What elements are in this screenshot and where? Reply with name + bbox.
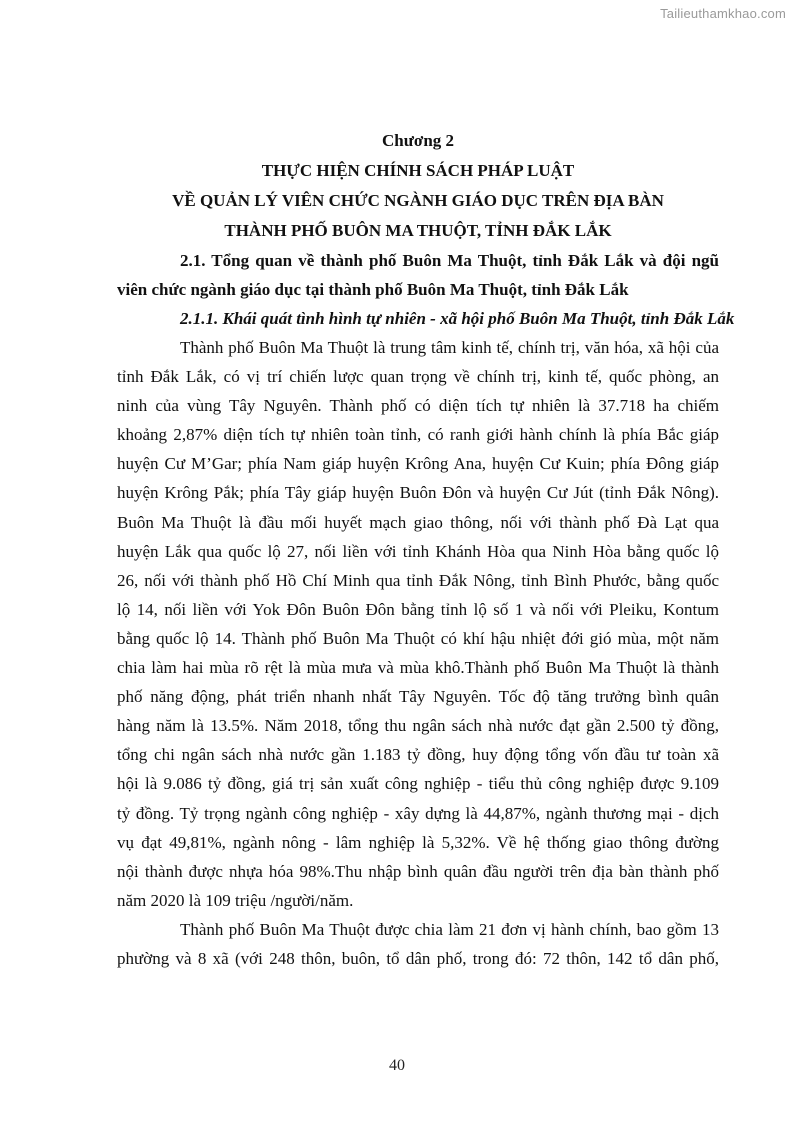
paragraph-line: vụ đạt 49,81%, ngành nông - lâm nghiệp là 5,32%. Về hệ thống giao thông đường	[117, 832, 719, 852]
paragraph-line: huyện Krông Pắk; phía Tây giáp huyện Buôn Đôn và huyện Cư Jút (tỉnh Đắk Nông).	[117, 483, 719, 503]
paragraph-line: nội thành được nhựa hóa 98%.Thu nhập bình quân đầu người trên địa bàn thành phố	[117, 861, 719, 881]
paragraph	[117, 333, 719, 915]
paragraph-line: huyện Cư M’Gar; phía Nam giáp huyện Krông Ana, huyện Cư Kuin; phía Đông giáp	[117, 454, 719, 474]
paragraph-line: huyện Lắk qua quốc lộ 27, nối liền với tỉnh Khánh Hòa qua Ninh Hòa bằng quốc lộ	[117, 541, 719, 561]
chapter-label: Chương 2	[381, 131, 455, 150]
paragraph-line: năm 2020 là 109 triệu /người/năm.	[117, 890, 354, 910]
paragraph-line: tỷ đồng. Tỷ trọng ngành công nghiệp - xây dựng là 44,87%, ngành thương mại - dịch	[117, 803, 719, 823]
section-heading-line: 2.1. Tổng quan về thành phố Buôn Ma Thuột, tỉnh Đắk Lắk và đội ngũ	[180, 251, 719, 270]
paragraph-line: tổng chi ngân sách nhà nước gần 1.183 tỷ đồng, huy động tổng vốn đầu tư toàn xã	[117, 745, 719, 765]
paragraph-line: hàng năm là 13.5%. Năm 2018, tổng thu ngân sách nhà nước đạt gần 2.500 tỷ đồng,	[117, 716, 719, 736]
paragraph-line: khoảng 2,87% diện tích tự nhiên toàn tỉnh, có ranh giới hành chính là phía Bắc giáp	[117, 425, 719, 445]
paragraph-line: 26, nối với thành phố Hồ Chí Minh qua tỉnh Đắk Nông, tỉnh Bình Phước, bằng quốc	[117, 570, 719, 590]
chapter-title-line: THÀNH PHỐ BUÔN MA THUỘT, TỈNH ĐẮK LẮK	[224, 221, 612, 240]
paragraph-line: Thành phố Buôn Ma Thuột là trung tâm kinh tế, chính trị, văn hóa, xã hội của	[180, 338, 719, 357]
paragraph-line: phố năng động, phát triển nhanh nhất Tây Nguyên. Tốc độ tăng trưởng bình quân	[117, 687, 719, 707]
paragraph-line: chia làm hai mùa rõ rệt là mùa mưa và mùa khô.Thành phố Buôn Ma Thuột là thành	[117, 658, 719, 678]
section-heading	[117, 246, 719, 304]
page-number: 40	[389, 1057, 405, 1074]
paragraph-line: ninh của vùng Tây Nguyên. Thành phố có diện tích tự nhiên là 37.718 ha chiếm	[117, 396, 719, 416]
paragraph-line: Buôn Ma Thuột là đầu mối huyết mạch giao thông, nối với thành phố Đà Lạt qua	[117, 512, 719, 532]
chapter-title-line: THỰC HIỆN CHÍNH SÁCH PHÁP LUẬT	[261, 161, 575, 180]
paragraph-line: Thành phố Buôn Ma Thuột được chia làm 21 đơn vị hành chính, bao gồm 13	[180, 919, 719, 939]
watermark: Tailieuthamkhao.com	[660, 6, 786, 21]
paragraph	[117, 915, 719, 973]
paragraph-line: phường và 8 xã (với 248 thôn, buôn, tổ dân phố, trong đó: 72 thôn, 142 tổ dân phố,	[117, 948, 719, 968]
chapter-title-line: VỀ QUẢN LÝ VIÊN CHỨC NGÀNH GIÁO DỤC TRÊN ĐỊA BÀN	[172, 191, 664, 210]
paragraph-line: lộ 14, nối liền với Yok Đôn Buôn Đôn bằng tỉnh lộ số 1 và nối với Pleiku, Kontum	[117, 599, 719, 619]
paragraph-line: tỉnh Đắk Lắk, có vị trí chiến lược quan trọng về chính trị, kinh tế, quốc phòng, an	[117, 367, 719, 387]
paragraph-line: bằng quốc lộ 14. Thành phố Buôn Ma Thuột có khí hậu nhiệt đới gió mùa, một năm	[117, 628, 719, 648]
document-page	[117, 126, 735, 973]
chapter-heading	[117, 126, 719, 246]
subsection-heading: 2.1.1. Khái quát tình hình tự nhiên - xã hội phố Buôn Ma Thuột, tỉnh Đắk Lắk	[180, 309, 735, 328]
paragraph-line: hội là 9.086 tỷ đồng, giá trị sản xuất công nghiệp - tiểu thủ công nghiệp được 9.109	[117, 774, 719, 794]
section-heading-line: viên chức ngành giáo dục tại thành phố Buôn Ma Thuột, tỉnh Đắk Lắk	[117, 280, 629, 299]
